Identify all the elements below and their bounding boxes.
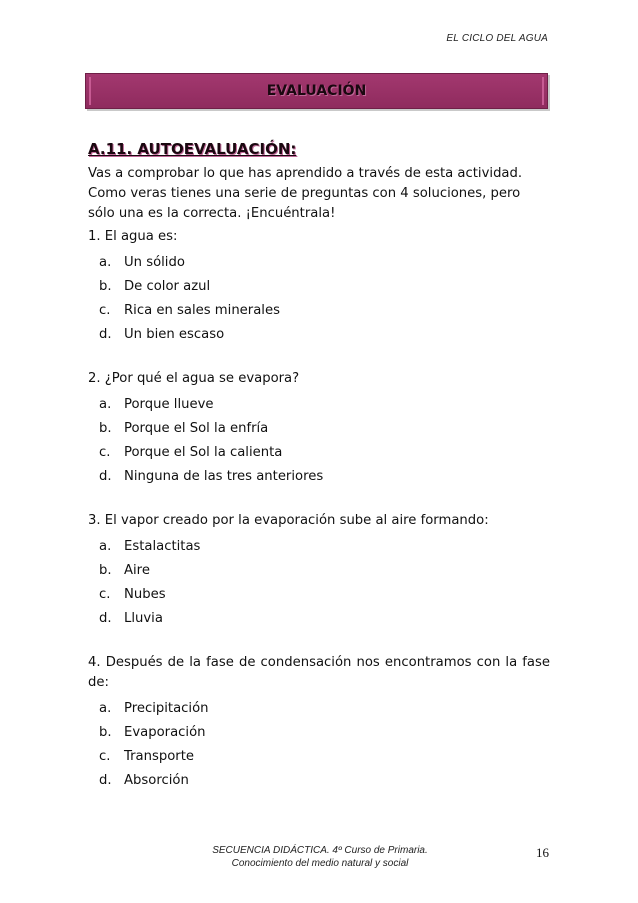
option-text: Porque el Sol la calienta (124, 445, 283, 460)
banner-title: EVALUACIÓN (266, 83, 367, 99)
footer-line: SECUENCIA DIDÁCTICA. 4º Curso de Primaria. (212, 845, 428, 856)
evaluation-banner (85, 73, 548, 109)
option-text: Un sólido (124, 255, 185, 270)
intro-paragraph (88, 164, 550, 224)
options-list (88, 697, 550, 793)
option (99, 275, 550, 299)
option-text: Un bien escaso (124, 327, 225, 342)
question-text: 1. El agua es: (88, 229, 178, 244)
option (99, 583, 550, 607)
page-footer (120, 844, 520, 870)
option-text: Lluvia (124, 611, 163, 626)
footer-line: Conocimiento del medio natural y social (231, 858, 409, 869)
option-text: Evaporación (124, 725, 206, 740)
option-letter: a. (99, 539, 112, 554)
option (99, 745, 550, 769)
option (99, 607, 550, 631)
option-letter: d. (99, 611, 112, 626)
option (99, 697, 550, 721)
intro-line: Vas a comprobar lo que has aprendido a través de esta actividad. (88, 166, 523, 181)
question-text-line: 4. Después de la fase de condensación nos encontramos con la fase (88, 655, 550, 670)
question-1 (88, 227, 550, 347)
option-text: Estalactitas (124, 539, 201, 554)
option (99, 559, 550, 583)
option (99, 299, 550, 323)
page-number: 16 (536, 845, 549, 860)
option-text: Rica en sales minerales (124, 303, 280, 318)
option-letter: c. (99, 303, 111, 318)
section-title: A.11. AUTOEVALUACIÓN: (88, 140, 297, 158)
option-letter: b. (99, 563, 112, 578)
option (99, 417, 550, 441)
option-letter: a. (99, 397, 112, 412)
option-letter: c. (99, 749, 111, 764)
option-letter: c. (99, 587, 111, 602)
options-list (88, 251, 550, 347)
option (99, 393, 550, 417)
page-content (88, 140, 550, 793)
option-text: Absorción (124, 773, 189, 788)
intro-line: sólo una es la correcta. ¡Encuéntrala! (88, 206, 336, 221)
option (99, 323, 550, 347)
option-text: Porque el Sol la enfría (124, 421, 269, 436)
option-letter: b. (99, 725, 112, 740)
option (99, 721, 550, 745)
option-letter: a. (99, 255, 112, 270)
question-2 (88, 369, 550, 489)
option-letter: b. (99, 279, 112, 294)
option (99, 769, 550, 793)
option-text: Nubes (124, 587, 166, 602)
option-letter: a. (99, 701, 112, 716)
option-letter: d. (99, 469, 112, 484)
options-list (88, 535, 550, 631)
option-text: Transporte (124, 749, 194, 764)
option (99, 441, 550, 465)
intro-line: Como veras tienes una serie de preguntas con 4 soluciones, pero (88, 186, 521, 201)
question-4 (88, 653, 550, 793)
option (99, 465, 550, 489)
option-letter: b. (99, 421, 112, 436)
option (99, 535, 550, 559)
option-text: Ninguna de las tres anteriores (124, 469, 324, 484)
question-text: 3. El vapor creado por la evaporación sube al aire formando: (88, 513, 489, 528)
option-letter: d. (99, 327, 112, 342)
option-text: De color azul (124, 279, 211, 294)
option-text: Porque llueve (124, 397, 214, 412)
option-letter: d. (99, 773, 112, 788)
option-letter: c. (99, 445, 111, 460)
running-header: EL CICLO DEL AGUA (446, 33, 548, 44)
option-text: Precipitación (124, 701, 209, 716)
question-text-line: de: (88, 675, 109, 690)
option-text: Aire (124, 563, 150, 578)
option (99, 251, 550, 275)
question-3 (88, 511, 550, 631)
options-list (88, 393, 550, 489)
question-text: 2. ¿Por qué el agua se evapora? (88, 371, 300, 386)
